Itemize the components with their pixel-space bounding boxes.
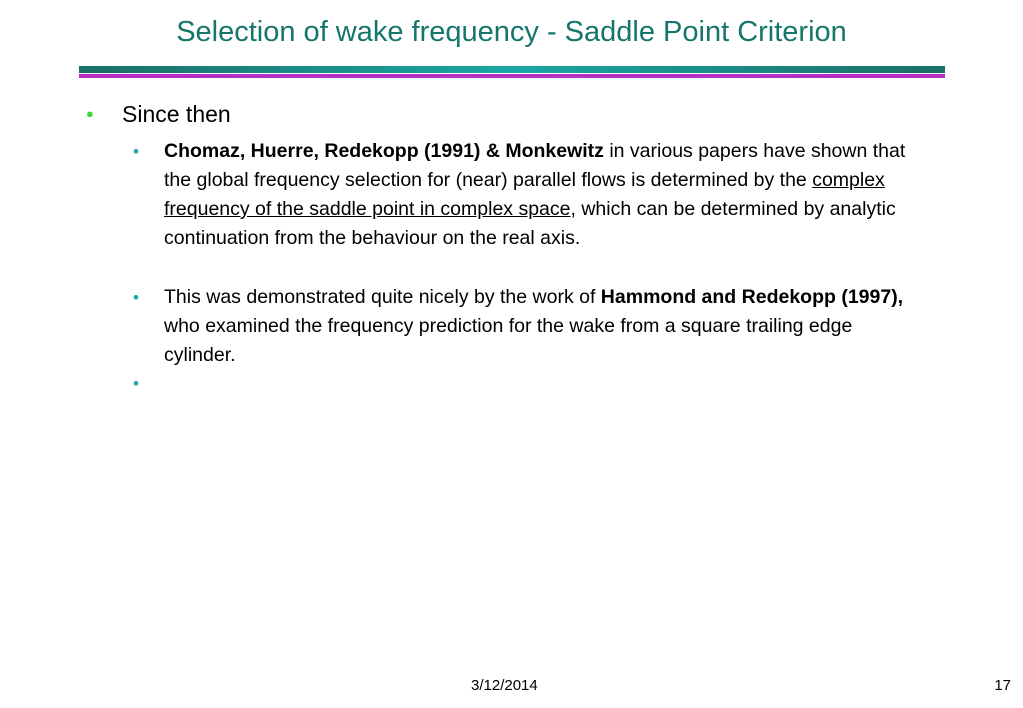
footer-date: 3/12/2014 [471,677,538,694]
bullet-item-text [164,137,923,253]
text-part-a: in various papers have shown that the global frequency selection for (near) parallel flows is determined by the [164,140,906,191]
bullet-item-hammond [133,283,923,370]
slide-page-number: 17 [994,677,1011,694]
bullet-item-text [164,283,923,370]
text-part-b: , which can be determined by analytic continuation from the behaviour on the real axis. [164,198,896,249]
text-part-b: who examined the frequency prediction for the wake from a square trailing edge cylinder. [164,315,853,366]
bullet-level1-text: Since then [122,101,231,127]
small-bullet-icon: • [133,288,139,307]
slide-title: Selection of wake frequency - Saddle Point Criterion [176,16,847,48]
bold-authors: Chomaz, Huerre, Redekopp (1991) & Monkewitz [164,140,604,162]
small-bullet-icon: • [133,142,139,161]
small-bullet-icon: • [133,374,139,393]
text-part-a: This was demonstrated quite nicely by the work of [164,286,601,308]
round-bullet-icon: ● [86,106,94,121]
bullet-item-chomaz [133,137,923,253]
underlined-phrase: complex frequency of the saddle point in complex space [164,169,885,220]
bold-authors: Hammond and Redekopp (1997), [600,286,904,308]
